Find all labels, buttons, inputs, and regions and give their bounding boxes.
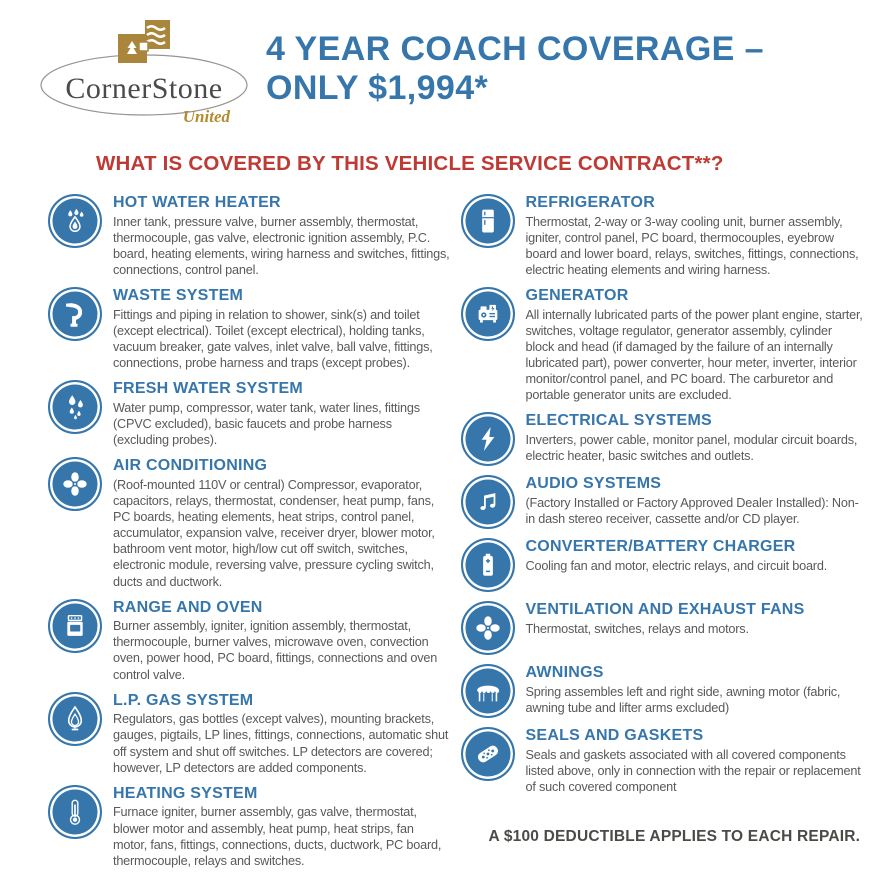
right-column (461, 194, 864, 878)
item-text: Cooling fan and motor, electric relays, and circuit board. (525, 559, 828, 574)
cornerstone-logo (48, 20, 240, 128)
coverage-item-heating-system (48, 785, 451, 869)
deductible-note: A $100 DEDUCTIBLE APPLIES TO EACH REPAIR. (488, 828, 861, 846)
item-text: (Factory Installed or Factory Approved Dealer Installed): Non-in dash stereo receiver, cassette and/or CD player. (525, 496, 859, 527)
left-column (48, 194, 451, 878)
item-title: SEALS AND GASKETS (525, 727, 704, 745)
logo-emblem-icon (100, 18, 192, 78)
item-text: Spring assembles left and right side, awning motor (fabric, awning tube and lifter arms excluded) (525, 685, 841, 716)
waste-pipe-icon (48, 287, 102, 341)
item-text: Furnace igniter, burner assembly, gas valve, thermostat, blower motor and assembly, heat pump, heat strips, fan motor, fans, fittings, connections, ducts, ductwork, PC board, thermocouple, relays and switches. (113, 805, 442, 868)
item-title: AIR CONDITIONING (113, 457, 268, 475)
item-title: L.P. GAS SYSTEM (113, 691, 254, 709)
generator-icon (461, 287, 515, 341)
stove-icon (48, 599, 102, 653)
coverage-item-ventilation-exhaust-fans (461, 601, 864, 655)
brand-name: CornerStone (65, 72, 223, 105)
awning-icon (461, 664, 515, 718)
item-text: Inner tank, pressure valve, burner assembly, thermostat, thermocouple, gas valve, electronic ignition assembly, P.C. board, heating elements, wiring harness and switches, fittings, connections, control panel. (113, 214, 450, 277)
item-title: HOT WATER HEATER (113, 194, 281, 211)
item-text: Water pump, compressor, water tank, water lines, fittings (CPVC excluded), basic faucets and probe harness (excluding probes). (113, 400, 420, 448)
coverage-item-converter-battery-charger (461, 538, 864, 592)
item-title: AWNINGS (525, 664, 604, 682)
coverage-item-fresh-water-system (48, 380, 451, 448)
refrigerator-icon (461, 194, 515, 248)
item-title: RANGE AND OVEN (113, 598, 263, 616)
item-text: Fittings and piping in relation to shower, sink(s) and toilet (except electrical). Toilet (except electrical), holding tanks, vacuum breaker, gate valves, inlet valve, ball valve, fittings, connections, probe harness and traps (except probes). (113, 307, 433, 371)
coverage-item-hot-water-heater (48, 194, 451, 278)
item-text: Burner assembly, igniter, ignition assembly, thermostat, thermocouple, burner valves, microwave oven, convection oven, power hood, PC board, fittings, connections and oven control valve. (113, 619, 438, 682)
coverage-item-generator (461, 287, 864, 403)
gasket-icon (461, 727, 515, 781)
header (48, 20, 863, 136)
battery-icon (461, 538, 515, 592)
coverage-item-waste-system (48, 287, 451, 371)
brand-tagline: United (182, 107, 230, 126)
flame-icon (48, 692, 102, 746)
item-text: Seals and gaskets associated with all covered components listed above, only in connection with the repair or replacement of such covered component (525, 748, 861, 795)
item-title: ELECTRICAL SYSTEMS (525, 412, 712, 430)
coverage-item-electrical-systems (461, 412, 864, 466)
water-heater-icon (48, 194, 102, 248)
coverage-columns (48, 194, 863, 878)
lightning-icon (461, 412, 515, 466)
fan-icon (461, 601, 515, 655)
coverage-item-air-conditioning (48, 457, 451, 589)
item-title: CONVERTER/BATTERY CHARGER (525, 538, 796, 556)
item-title: HEATING SYSTEM (113, 784, 258, 802)
music-notes-icon (461, 475, 515, 529)
item-title: FRESH WATER SYSTEM (113, 380, 303, 398)
title-line1: 4 YEAR COACH COVERAGE – (266, 30, 764, 68)
item-title: VENTILATION AND EXHAUST FANS (525, 601, 805, 619)
item-title: WASTE SYSTEM (113, 287, 244, 305)
coverage-item-range-and-oven (48, 599, 451, 683)
item-title: REFRIGERATOR (525, 194, 656, 211)
item-text: Inverters, power cable, monitor panel, modular circuit boards, electric heater, basic switches and outlets. (525, 433, 858, 464)
title-line2: ONLY $1,994* (266, 69, 489, 108)
thermometer-icon (48, 785, 102, 839)
section-heading: WHAT IS COVERED BY THIS VEHICLE SERVICE CONTRACT**? (96, 152, 724, 175)
fan-icon (48, 457, 102, 511)
coverage-item-seals-and-gaskets (461, 727, 864, 795)
item-text: (Roof-mounted 110V or central) Compressor, evaporator, capacitors, relays, thermostat, condenser, heat pump, fans, PC boards, heating elements, heat strips, control panel, accumulator, expansion valve, receiver dryer, blower motor, bathroom vent motor, high/low cut off switch, switches, electronic module, reversing valve, pressure cycling switch, ducts and ductwork. (113, 477, 435, 589)
page-title (266, 20, 764, 109)
item-title: AUDIO SYSTEMS (525, 475, 662, 493)
water-drops-icon (48, 380, 102, 434)
item-text: Thermostat, 2-way or 3-way cooling unit, burner assembly, igniter, control panel, PC board, thermocouples, eyebrow board and lower board, relays, switches, fittings, connections, electric heating elements and wiring harness. (525, 214, 859, 277)
coverage-item-lp-gas-system (48, 692, 451, 776)
item-text: All internally lubricated parts of the power plant engine, starter, switches, voltage regulator, generator assembly, cylinder block and head (if damaged by the failure of an internally lubricated part), power converter, hour meter, inverter, interior monitor/control panel, and PC board. The carburetor and portable generator units are excluded. (525, 307, 863, 403)
coverage-item-awnings (461, 664, 864, 718)
item-text: Regulators, gas bottles (except valves), mounting brackets, gauges, pigtails, LP lines, fittings, connections, automatic shut off system and shut off switches. LP detectors are covered; however, LP detectors are added components. (113, 712, 449, 775)
item-title: GENERATOR (525, 287, 629, 305)
coverage-item-refrigerator (461, 194, 864, 278)
item-text: Thermostat, switches, relays and motors. (525, 622, 749, 637)
coverage-item-audio-systems (461, 475, 864, 529)
